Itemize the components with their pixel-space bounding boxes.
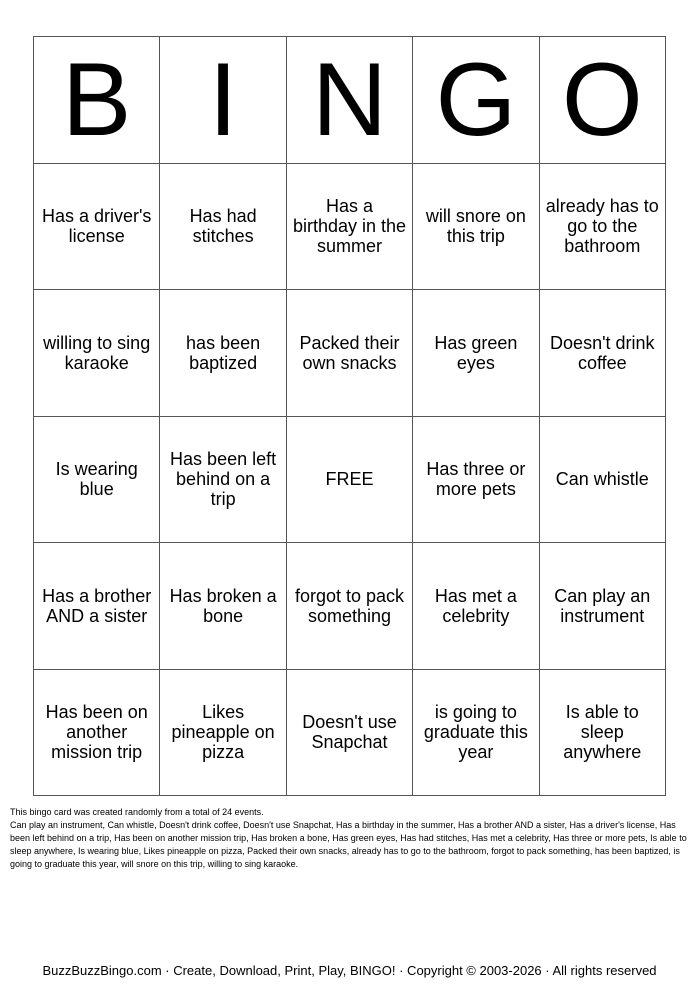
header-letter-i: I [160, 37, 286, 164]
header-letter-g: G [413, 37, 539, 164]
bingo-square: Has a birthday in the summer [287, 164, 413, 291]
bingo-square: will snore on this trip [413, 164, 539, 291]
bingo-square: Is wearing blue [34, 417, 160, 544]
bingo-square: Has been left behind on a trip [160, 417, 286, 544]
bingo-square: Can whistle [540, 417, 666, 544]
header-letter-o: O [540, 37, 666, 164]
bingo-square: willing to sing karaoke [34, 290, 160, 417]
bingo-square: Is able to sleep anywhere [540, 670, 666, 797]
bingo-square: Packed their own snacks [287, 290, 413, 417]
header-letter-b: B [34, 37, 160, 164]
bingo-square: Doesn't drink coffee [540, 290, 666, 417]
bingo-card [33, 36, 666, 796]
bingo-square: already has to go to the bathroom [540, 164, 666, 291]
bingo-square: Has met a celebrity [413, 543, 539, 670]
bingo-square: forgot to pack something [287, 543, 413, 670]
created-note: This bingo card was created randomly from a total of 24 events. [10, 807, 264, 817]
bingo-square: is going to graduate this year [413, 670, 539, 797]
bingo-square: Has a driver's license [34, 164, 160, 291]
header-letter-n: N [287, 37, 413, 164]
bingo-square: Has broken a bone [160, 543, 286, 670]
bingo-square: Doesn't use Snapchat [287, 670, 413, 797]
bingo-square: Has been on another mission trip [34, 670, 160, 797]
bingo-square: Has three or more pets [413, 417, 539, 544]
bingo-square: Likes pineapple on pizza [160, 670, 286, 797]
bingo-square: Has green eyes [413, 290, 539, 417]
bingo-square: Has had stitches [160, 164, 286, 291]
site-copyright-line: BuzzBuzzBingo.com · Create, Download, Print, Play, BINGO! · Copyright © 2003-2026 · All rights reserved [42, 963, 657, 978]
bingo-square: Has a brother AND a sister [34, 543, 160, 670]
events-footnote [10, 806, 690, 871]
free-square: FREE [287, 417, 413, 544]
events-list: Can play an instrument, Can whistle, Doesn't drink coffee, Doesn't use Snapchat, Has a birthday in the summer, Has a brother AND a sister, Has a driver's license, Has been left behind on a trip, Has been on another mission trip, Has broken a bone, Has green eyes, Has had stitches, Has met a celebrity, Has three or more pets, Is able to sleep anywhere, Is wearing blue, Likes pineapple on pizza, Packed their own snacks, already has to go to the bathroom, forgot to pack something, has been baptized, is going to graduate this year, will snore on this trip, willing to sing karaoke. [10, 820, 687, 869]
bingo-square: has been baptized [160, 290, 286, 417]
bingo-square: Can play an instrument [540, 543, 666, 670]
